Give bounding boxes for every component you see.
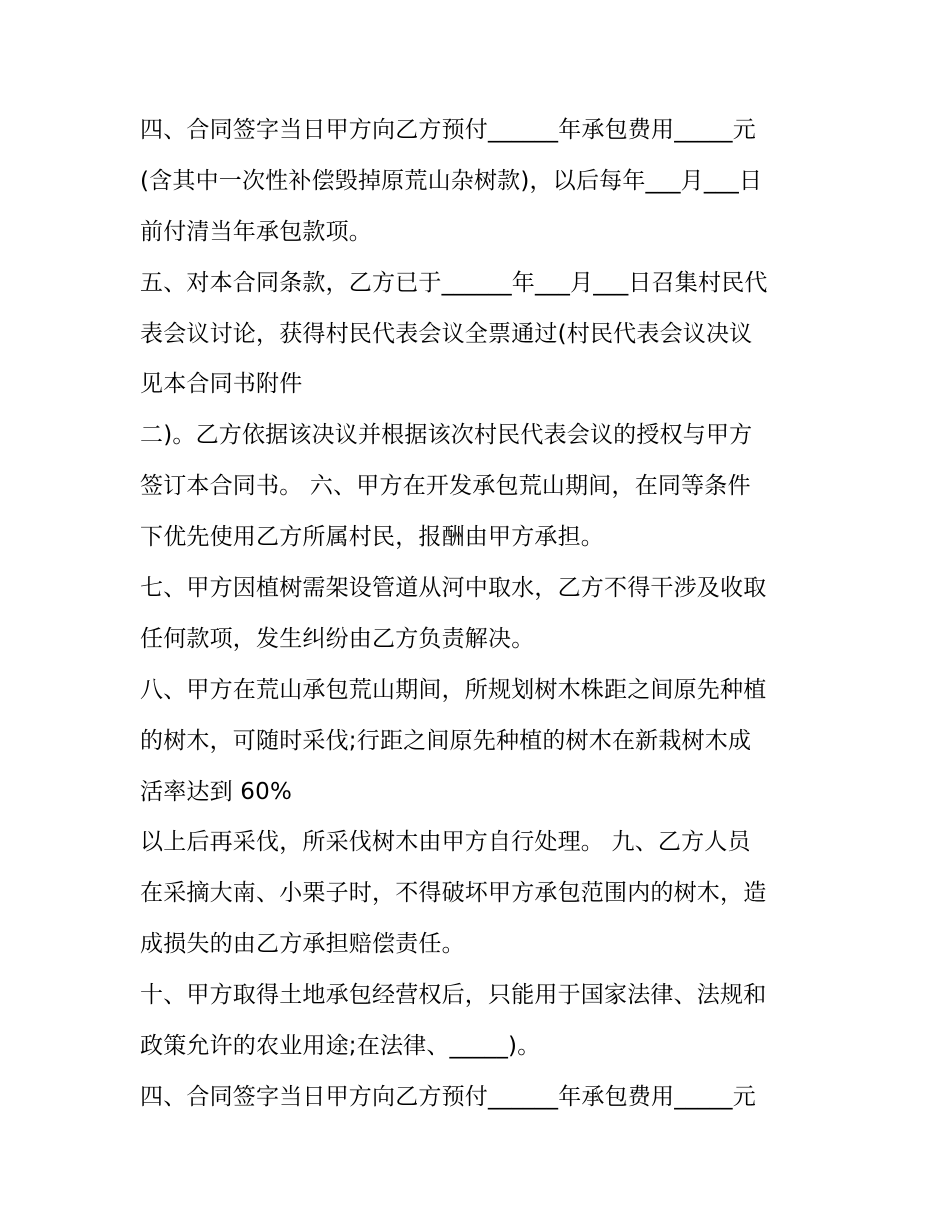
text-line: 见本合同书附件 [140, 371, 303, 398]
contract-text [140, 105, 830, 1123]
text-line: 十、甲方取得土地承包经营权后，只能用于国家法律、法规和 [140, 982, 767, 1009]
text-line: 二)。乙方依据该决议并根据该次村民代表会议的授权与甲方 [140, 422, 753, 449]
text-line: 下优先使用乙方所属村民，报酬由甲方承担。 [140, 524, 604, 551]
text-line: 四、合同签字当日甲方向乙方预付______年承包费用_____元 [140, 1083, 756, 1110]
text-line: 政策允许的农业用途;在法律、_____)。 [140, 1033, 541, 1060]
text-line: 八、甲方在荒山承包荒山期间，所规划树木株距之间原先种植 [140, 676, 767, 703]
text-line: 以上后再采伐，所采伐树木由甲方自行处理。 九、乙方人员 [140, 829, 751, 856]
text-line: 任何款项，发生纠纷由乙方负责解决。 [140, 625, 535, 652]
text-line: 成损失的由乙方承担赔偿责任。 [140, 931, 465, 958]
text-line: 活率达到 60% [140, 778, 293, 805]
text-line: 七、甲方因植树需架设管道从河中取水，乙方不得干涉及收取 [140, 575, 767, 602]
text-line: (含其中一次性补偿毁掉原荒山杂树款)，以后每年___月___日 [140, 167, 763, 194]
text-line: 五、对本合同条款，乙方已于______年___月___日召集村民代 [140, 269, 768, 296]
text-line: 的树木，可随时采伐;行距之间原先种植的树木在新栽树木成 [140, 727, 752, 754]
text-line: 表会议讨论，获得村民代表会议全票通过(村民代表会议决议 [140, 320, 753, 347]
text-line: 前付清当年承包款项。 [140, 218, 372, 245]
text-line: 签订本合同书。 六、甲方在开发承包荒山期间，在同等条件 [140, 473, 751, 500]
text-line: 在采摘大南、小栗子时，不得破坏甲方承包范围内的树木，造 [140, 880, 767, 907]
text-line: 四、合同签字当日甲方向乙方预付______年承包费用_____元 [140, 117, 756, 143]
